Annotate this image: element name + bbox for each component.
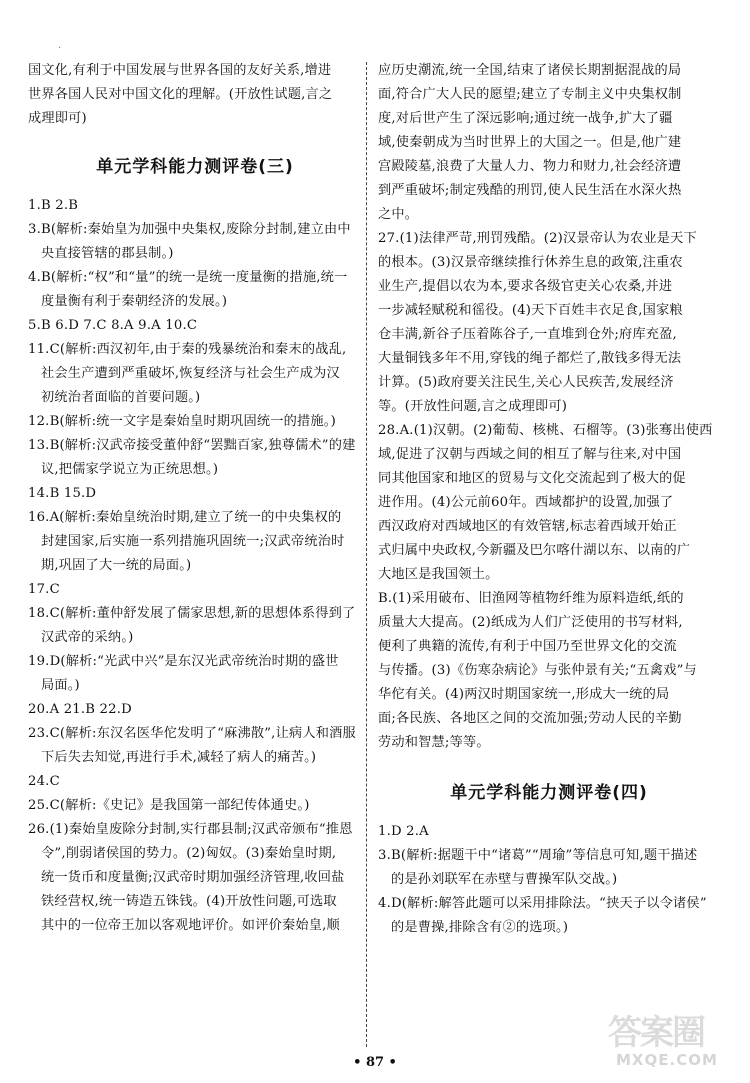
left-intro-line: 国文化,有利于中国发展与世界各国的友好关系,增进 (28, 63, 332, 78)
right-intro-line: 劳动和智慧;等等。 (378, 735, 490, 750)
right-intro-line: 28.A.(1)汉朝。(2)葡萄、核桃、石榴等。(3)张骞出使西 (378, 423, 713, 438)
left-answer-line: 统一货币和度量衡;汉武帝时期加强经济管理,收回盐 (41, 870, 345, 885)
right-intro-line: 域,促进了汉朝与西域之间的相互了解与往来,对中国 (378, 447, 682, 462)
left-answer-line: 20.A 21.B 22.D (28, 702, 132, 717)
right-answer-line: 的是孙刘联军在赤壁与曹操军队交战。) (391, 872, 618, 887)
left-answer-line: 汉武帝的采纳。) (41, 630, 134, 645)
right-intro-line: 质量大大提高。(2)纸成为人们广泛使用的书写材料, (378, 615, 683, 630)
right-intro-line: 一步减轻赋税和徭役。(4)天下百姓丰衣足食,国家粮 (378, 303, 683, 318)
right-intro-line: 业生产,提倡以农为本,要求各级官吏关心农桑,并进 (378, 279, 673, 294)
left-answer-line: 12.B(解析:统一文字是秦始皇时期巩固统一的措施。) (28, 414, 336, 429)
right-intro-line: 大地区是我国领土。 (378, 567, 499, 582)
right-intro-line: 到严重破坏;制定残酷的刑罚,使人民生活在水深火热 (378, 183, 682, 198)
watermark-site: MXQE.COM (616, 1051, 718, 1069)
left-answer-line: 铁经营权,统一铸造五铢钱。(4)开放性问题,可选取 (41, 894, 337, 909)
left-answer-line: 24.C (28, 774, 60, 789)
corner-mark: . (58, 40, 62, 51)
left-intro-line: 成理即可) (28, 111, 87, 126)
section-title-3: 单元学科能力测评卷(三) (96, 157, 294, 177)
right-intro-line: 同其他国家和地区的贸易与文化交流起到了极大的促 (378, 471, 686, 486)
right-intro-line: 计算。(5)政府要关注民生,关心人民疾苦,发展经济 (378, 375, 674, 390)
section-title-4: 单元学科能力测评卷(四) (450, 783, 648, 803)
left-answer-line: 期,巩固了大一统的局面。) (41, 558, 192, 573)
left-answer-line: 社会生产遭到严重破坏,恢复经济与社会生产成为汉 (41, 366, 340, 381)
left-answer-line: 4.B(解析:“权”和“量”的统一是统一度量衡的措施,统一 (28, 270, 348, 285)
left-answer-line: 17.C (28, 582, 60, 597)
right-intro-line: 之中。 (378, 207, 419, 222)
left-column (28, 60, 362, 939)
left-intro-text (28, 60, 362, 130)
right-answer-line: 1.D 2.A (378, 824, 429, 839)
watermark-logo (598, 1005, 738, 1075)
left-answer-line: 16.A(解析:秦始皇统治时期,建立了统一的中央集权的 (28, 510, 342, 525)
left-answer-line: 14.B 15.D (28, 486, 97, 501)
left-answer-line: 3.B(解析:秦始皇为加强中央集权,废除分封制,建立由中 (28, 222, 351, 237)
right-intro-line: 西汉政府对西域地区的有效管辖,标志着西域开始正 (378, 519, 677, 534)
right-intro-line: 华佗有关。(4)两汉时期国家统一,形成大一统的局 (378, 687, 670, 702)
right-intro-text (378, 60, 720, 754)
right-intro-line: 域,使秦朝成为当时世界上的大国之一。但是,他广建 (378, 135, 682, 150)
left-answer-line: 11.C(解析:西汉初年,由于秦的残暴统治和秦末的战乱, (28, 342, 347, 357)
right-intro-line: B.(1)采用破布、旧渔网等植物纤维为原料造纸,纸的 (378, 591, 684, 606)
right-intro-line: 进作用。(4)公元前60年。西域都护的设置,加强了 (378, 495, 674, 510)
column-divider (366, 62, 367, 1047)
left-answer-line: 度量衡有利于秦朝经济的发展。) (41, 294, 228, 309)
left-answer-line: 令”,削弱诸侯国的势力。(2)匈奴。(3)秦始皇时期, (41, 846, 337, 861)
left-answer-line: 央直接管辖的郡县制。) (41, 246, 174, 261)
left-answer-line: 其中的一位帝王加以客观地评价。如评价秦始皇,顺 (41, 918, 340, 933)
right-answer-line: 的是曹操,排除含有②的选项。) (391, 920, 569, 935)
right-intro-line: 面,符合广大人民的愿望;建立了专制主义中央集权制 (378, 87, 682, 102)
right-answers (378, 821, 720, 939)
left-answer-line: 18.C(解析:董仲舒发展了儒家思想,新的思想体系得到了 (28, 606, 356, 621)
left-answer-line: 25.C(解析:《史记》是我国第一部纪传体通史。) (28, 798, 310, 813)
right-intro-line: 与传播。(3)《伤寒杂病论》与张仲景有关;“五禽戏”与 (378, 663, 697, 678)
watermark-main: 答案圈 (608, 1013, 704, 1053)
right-intro-line: 27.(1)法律严苛,刑罚残酷。(2)汉景帝认为农业是天下 (378, 231, 697, 246)
left-answer-line: 5.B 6.D 7.C 8.A 9.A 10.C (28, 318, 198, 333)
left-answer-line: 19.D(解析:“光武中兴”是东汉光武帝统治时期的盛世 (28, 654, 339, 669)
right-intro-line: 仓丰满,新谷子压着陈谷子,一直堆到仓外;府库充盈, (378, 327, 677, 342)
left-answer-line: 13.B(解析:汉武帝接受董仲舒“罢黜百家,独尊儒术”的建 (28, 438, 356, 453)
right-answer-line: 4.D(解析:解答此题可以采用排除法。“挟天子以令诸侯” (378, 896, 707, 911)
right-intro-line: 度,对后世产生了深远影响;通过统一战争,扩大了疆 (378, 111, 673, 126)
page-number: • 87 • (353, 1055, 397, 1070)
left-answer-line: 26.(1)秦始皇废除分封制,实行郡县制;汉武帝颁布“推恩 (28, 822, 353, 837)
right-intro-line: 大量铜钱多年不用,穿钱的绳子都烂了,散钱多得无法 (378, 351, 682, 366)
right-column (378, 60, 720, 941)
right-intro-line: 的根本。(3)汉景帝继续推行休养生息的政策,注重农 (378, 255, 683, 270)
left-answer-line: 1.B 2.B (28, 198, 79, 213)
left-answer-line: 议,把儒家学说立为正统思想。) (41, 462, 219, 477)
right-intro-line: 便利了典籍的流传,有利于中国乃至世界文化的交流 (378, 639, 677, 654)
right-intro-line: 面;各民族、各地区之间的交流加强;劳动人民的辛勤 (378, 711, 682, 726)
right-intro-line: 宫殿陵墓,浪费了大量人力、物力和财力,社会经济遭 (378, 159, 682, 174)
left-answer-line: 封建国家,后实施一系列措施巩固统一;汉武帝统治时 (41, 534, 345, 549)
left-answers (28, 195, 362, 937)
left-answer-line: 下后失去知觉,再进行手术,减轻了病人的痛苦。) (41, 750, 317, 765)
left-intro-line: 世界各国人民对中国文化的理解。(开放性试题,言之 (28, 87, 333, 102)
right-answer-line: 3.B(解析:据题干中“诸葛”“周瑜”等信息可知,题干描述 (378, 848, 698, 863)
left-answer-line: 23.C(解析:东汉名医华佗发明了“麻沸散”,让病人和酒服 (28, 726, 356, 741)
left-answer-line: 初统治者面临的首要问题。) (41, 390, 201, 405)
right-intro-line: 等。(开放性问题,言之成理即可) (378, 399, 568, 414)
right-intro-line: 式归属中央政权,今新疆及巴尔喀什湖以东、以南的广 (378, 543, 691, 558)
right-intro-line: 应历史潮流,统一全国,结束了诸侯长期割据混战的局 (378, 63, 682, 78)
left-answer-line: 局面。) (41, 678, 80, 693)
